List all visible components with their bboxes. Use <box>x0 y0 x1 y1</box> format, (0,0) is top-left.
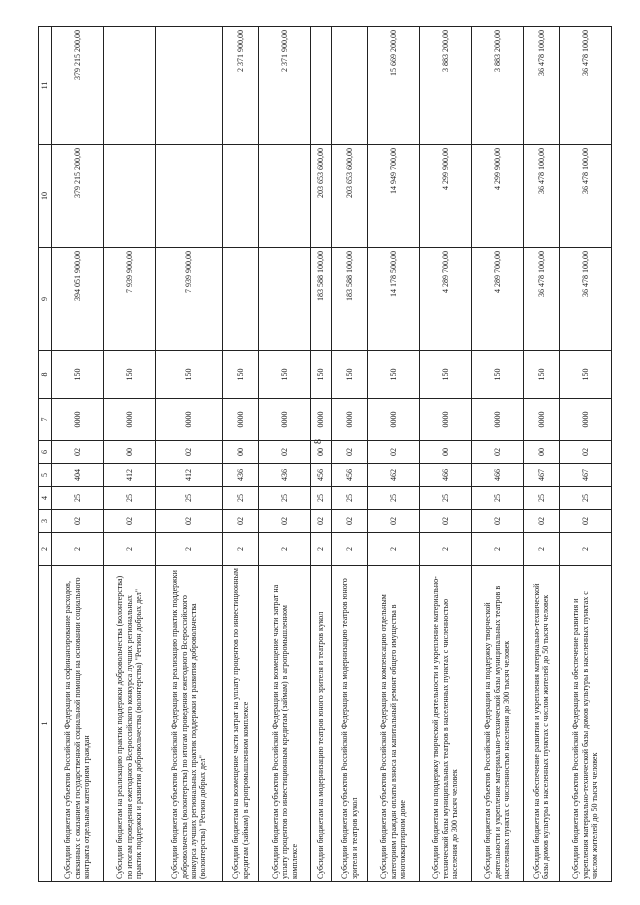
row-name-cell: Субсидии бюджетам субъектов Российской Федерации на возмещение части затрат на уплату процентов по инвестиционным кредитам (займам) в агропромышленном комплексе <box>259 566 311 882</box>
table-row <box>103 27 155 882</box>
cell-col-11 <box>311 27 332 145</box>
row-name-cell: Субсидии бюджетам на обеспечение развития и укрепления материально-технической базы домов культуры в населенных пунктах с числом жителей до 50 тысяч человек <box>523 566 559 882</box>
cell-col-7: 0000 <box>523 399 559 441</box>
cell-col-4: 25 <box>103 487 155 510</box>
cell-col-7: 0000 <box>331 399 367 441</box>
cell-col-5: 412 <box>155 464 223 487</box>
row-name-cell: Субсидии бюджетам на возмещение части затрат на уплату процентов по инвестиционным кредитам (займам) в агропромышленном комплексе <box>223 566 259 882</box>
cell-col-6: 02 <box>155 441 223 464</box>
cell-col-4: 25 <box>523 487 559 510</box>
cell-col-6: 02 <box>560 441 612 464</box>
cell-col-10: 36 478 100,00 <box>523 145 559 248</box>
cell-col-8: 150 <box>311 351 332 399</box>
column-header-9: 9 <box>39 248 52 351</box>
cell-col-3: 02 <box>420 510 472 533</box>
cell-col-8: 150 <box>223 351 259 399</box>
cell-col-7: 0000 <box>311 399 332 441</box>
cell-col-3: 02 <box>52 510 104 533</box>
cell-col-2: 2 <box>523 533 559 566</box>
cell-col-2: 2 <box>420 533 472 566</box>
table-row <box>155 27 223 882</box>
cell-col-6: 02 <box>368 441 420 464</box>
cell-col-9: 7 939 900,00 <box>103 248 155 351</box>
cell-col-4: 25 <box>52 487 104 510</box>
cell-col-4: 25 <box>311 487 332 510</box>
cell-col-2: 2 <box>471 533 523 566</box>
column-header-5: 5 <box>39 464 52 487</box>
cell-col-3: 02 <box>368 510 420 533</box>
cell-col-11 <box>331 27 367 145</box>
cell-col-5: 462 <box>368 464 420 487</box>
table-row <box>311 27 332 882</box>
budget-table <box>38 26 612 882</box>
row-name-cell: Субсидии бюджетам субъектов Российской Федерации на софинансирование расходов, связанных с оказанием государственной социальной помощи на основании социального контракта отдельным категориям граждан <box>52 566 104 882</box>
cell-col-6: 00 <box>311 441 332 464</box>
column-header-7: 7 <box>39 399 52 441</box>
cell-col-3: 02 <box>523 510 559 533</box>
cell-col-5: 436 <box>223 464 259 487</box>
cell-col-9: 183 588 100,00 <box>331 248 367 351</box>
cell-col-11 <box>103 27 155 145</box>
cell-col-9 <box>259 248 311 351</box>
cell-col-4: 25 <box>368 487 420 510</box>
cell-col-6: 00 <box>223 441 259 464</box>
cell-col-7: 0000 <box>52 399 104 441</box>
row-name-cell: Субсидии бюджетам на поддержку творческой деятельности и укрепление материально-технической базы муниципальных театров в населенных пунктах с численностью населения до 300 тысяч человек <box>420 566 472 882</box>
cell-col-9: 36 478 100,00 <box>523 248 559 351</box>
cell-col-10: 36 478 100,00 <box>560 145 612 248</box>
column-header-4: 4 <box>39 487 52 510</box>
cell-col-9: 36 478 100,00 <box>560 248 612 351</box>
table-row <box>223 27 259 882</box>
cell-col-10 <box>259 145 311 248</box>
row-name-cell: Субсидии бюджетам субъектов Российской Федерации на обеспечение развития и укрепления материально-технической базы домов культуры в населенных пунктах с числом жителей до 50 тысяч человек <box>560 566 612 882</box>
cell-col-2: 2 <box>560 533 612 566</box>
cell-col-8: 150 <box>331 351 367 399</box>
cell-col-4: 25 <box>155 487 223 510</box>
table-row <box>259 27 311 882</box>
cell-col-6: 02 <box>259 441 311 464</box>
cell-col-2: 2 <box>103 533 155 566</box>
table-row <box>471 27 523 882</box>
cell-col-8: 150 <box>420 351 472 399</box>
table-row <box>331 27 367 882</box>
cell-col-2: 2 <box>52 533 104 566</box>
column-header-8: 8 <box>39 351 52 399</box>
cell-col-5: 467 <box>560 464 612 487</box>
cell-col-6: 00 <box>523 441 559 464</box>
cell-col-3: 02 <box>331 510 367 533</box>
cell-col-5: 404 <box>52 464 104 487</box>
cell-col-8: 150 <box>259 351 311 399</box>
row-name-cell: Субсидии бюджетам на реализацию практик поддержки добровольчества (волонтерства) по итогам проведения ежегодного Всероссийского конкурса лучших региональных практик поддержки и развития добровольчества (волонтерства) "Регион добрых дел" <box>103 566 155 882</box>
cell-col-6: 02 <box>52 441 104 464</box>
cell-col-9: 4 289 700,00 <box>420 248 472 351</box>
cell-col-10 <box>155 145 223 248</box>
column-header-2: 2 <box>39 533 52 566</box>
cell-col-6: 00 <box>420 441 472 464</box>
cell-col-11: 36 478 100,00 <box>560 27 612 145</box>
cell-col-10: 203 653 600,00 <box>311 145 332 248</box>
cell-col-7: 0000 <box>155 399 223 441</box>
header-row <box>39 27 52 882</box>
rotated-page <box>38 27 612 882</box>
cell-col-3: 02 <box>471 510 523 533</box>
cell-col-8: 150 <box>103 351 155 399</box>
cell-col-10: 4 299 900,00 <box>420 145 472 248</box>
cell-col-5: 436 <box>259 464 311 487</box>
column-header-1: 1 <box>39 566 52 882</box>
row-name-cell: Субсидии бюджетам субъектов Российской Федерации на поддержку творческой деятельности и укрепление материально-технической базы муниципальных театров в населенных пунктах с численностью населения до 300 тысяч человек <box>471 566 523 882</box>
cell-col-2: 2 <box>311 533 332 566</box>
cell-col-10: 203 653 600,00 <box>331 145 367 248</box>
row-name-cell: Субсидии бюджетам на модернизацию театров юного зрителя и театров кукол <box>311 566 332 882</box>
cell-col-7: 0000 <box>471 399 523 441</box>
cell-col-8: 150 <box>368 351 420 399</box>
cell-col-8: 150 <box>471 351 523 399</box>
cell-col-3: 02 <box>311 510 332 533</box>
cell-col-8: 150 <box>52 351 104 399</box>
cell-col-5: 412 <box>103 464 155 487</box>
cell-col-7: 0000 <box>420 399 472 441</box>
cell-col-11: 3 883 200,00 <box>420 27 472 145</box>
cell-col-9: 183 588 100,00 <box>311 248 332 351</box>
cell-col-3: 02 <box>259 510 311 533</box>
cell-col-11 <box>155 27 223 145</box>
cell-col-9: 7 939 900,00 <box>155 248 223 351</box>
cell-col-10: 4 299 900,00 <box>471 145 523 248</box>
cell-col-11: 15 669 200,00 <box>368 27 420 145</box>
cell-col-7: 0000 <box>259 399 311 441</box>
cell-col-4: 25 <box>223 487 259 510</box>
cell-col-3: 02 <box>103 510 155 533</box>
cell-col-11: 3 883 200,00 <box>471 27 523 145</box>
cell-col-7: 0000 <box>103 399 155 441</box>
cell-col-5: 456 <box>331 464 367 487</box>
column-header-3: 3 <box>39 510 52 533</box>
cell-col-5: 466 <box>471 464 523 487</box>
cell-col-6: 02 <box>331 441 367 464</box>
cell-col-5: 456 <box>311 464 332 487</box>
column-header-11: 11 <box>39 27 52 145</box>
table-row <box>368 27 420 882</box>
cell-col-4: 25 <box>560 487 612 510</box>
cell-col-2: 2 <box>155 533 223 566</box>
cell-col-2: 2 <box>331 533 367 566</box>
cell-col-11: 2 371 900,00 <box>259 27 311 145</box>
cell-col-9: 4 289 700,00 <box>471 248 523 351</box>
row-name-cell: Субсидии бюджетам субъектов Российской Федерации на реализацию практик поддержки добровольчества (волонтерства) по итогам проведения ежегодного Всероссийского конкурса лучших региональных практик поддержки и развития добровольчества (волонтерства) "Регион добрых дел" <box>155 566 223 882</box>
cell-col-10 <box>103 145 155 248</box>
row-name-cell: Субсидии бюджетам субъектов Российской Федерации на модернизацию театров юного зрителя и театров кукол <box>331 566 367 882</box>
cell-col-5: 467 <box>523 464 559 487</box>
cell-col-9: 394 051 900,00 <box>52 248 104 351</box>
cell-col-6: 00 <box>103 441 155 464</box>
cell-col-7: 0000 <box>368 399 420 441</box>
cell-col-10 <box>223 145 259 248</box>
cell-col-10: 14 949 700,00 <box>368 145 420 248</box>
cell-col-10: 379 215 200,00 <box>52 145 104 248</box>
column-header-10: 10 <box>39 145 52 248</box>
cell-col-4: 25 <box>471 487 523 510</box>
cell-col-3: 02 <box>155 510 223 533</box>
cell-col-9 <box>223 248 259 351</box>
cell-col-3: 02 <box>223 510 259 533</box>
cell-col-4: 25 <box>420 487 472 510</box>
cell-col-8: 150 <box>523 351 559 399</box>
table-row <box>52 27 104 882</box>
cell-col-3: 02 <box>560 510 612 533</box>
table-row <box>420 27 472 882</box>
cell-col-5: 466 <box>420 464 472 487</box>
cell-col-11: 379 215 200,00 <box>52 27 104 145</box>
cell-col-8: 150 <box>155 351 223 399</box>
cell-col-2: 2 <box>259 533 311 566</box>
page-number: 8 <box>313 439 324 444</box>
cell-col-7: 0000 <box>560 399 612 441</box>
cell-col-9: 14 178 500,00 <box>368 248 420 351</box>
cell-col-2: 2 <box>368 533 420 566</box>
cell-col-7: 0000 <box>223 399 259 441</box>
cell-col-2: 2 <box>223 533 259 566</box>
cell-col-6: 02 <box>471 441 523 464</box>
cell-col-8: 150 <box>560 351 612 399</box>
cell-col-4: 25 <box>259 487 311 510</box>
cell-col-11: 36 478 100,00 <box>523 27 559 145</box>
table-row <box>523 27 559 882</box>
table-row <box>560 27 612 882</box>
cell-col-4: 25 <box>331 487 367 510</box>
row-name-cell: Субсидии бюджетам субъектов Российской Федерации на компенсацию отдельным категориям граждан оплаты взноса на капитальный ремонт общего имущества в многоквартирном доме <box>368 566 420 882</box>
cell-col-11: 2 371 900,00 <box>223 27 259 145</box>
column-header-6: 6 <box>39 441 52 464</box>
